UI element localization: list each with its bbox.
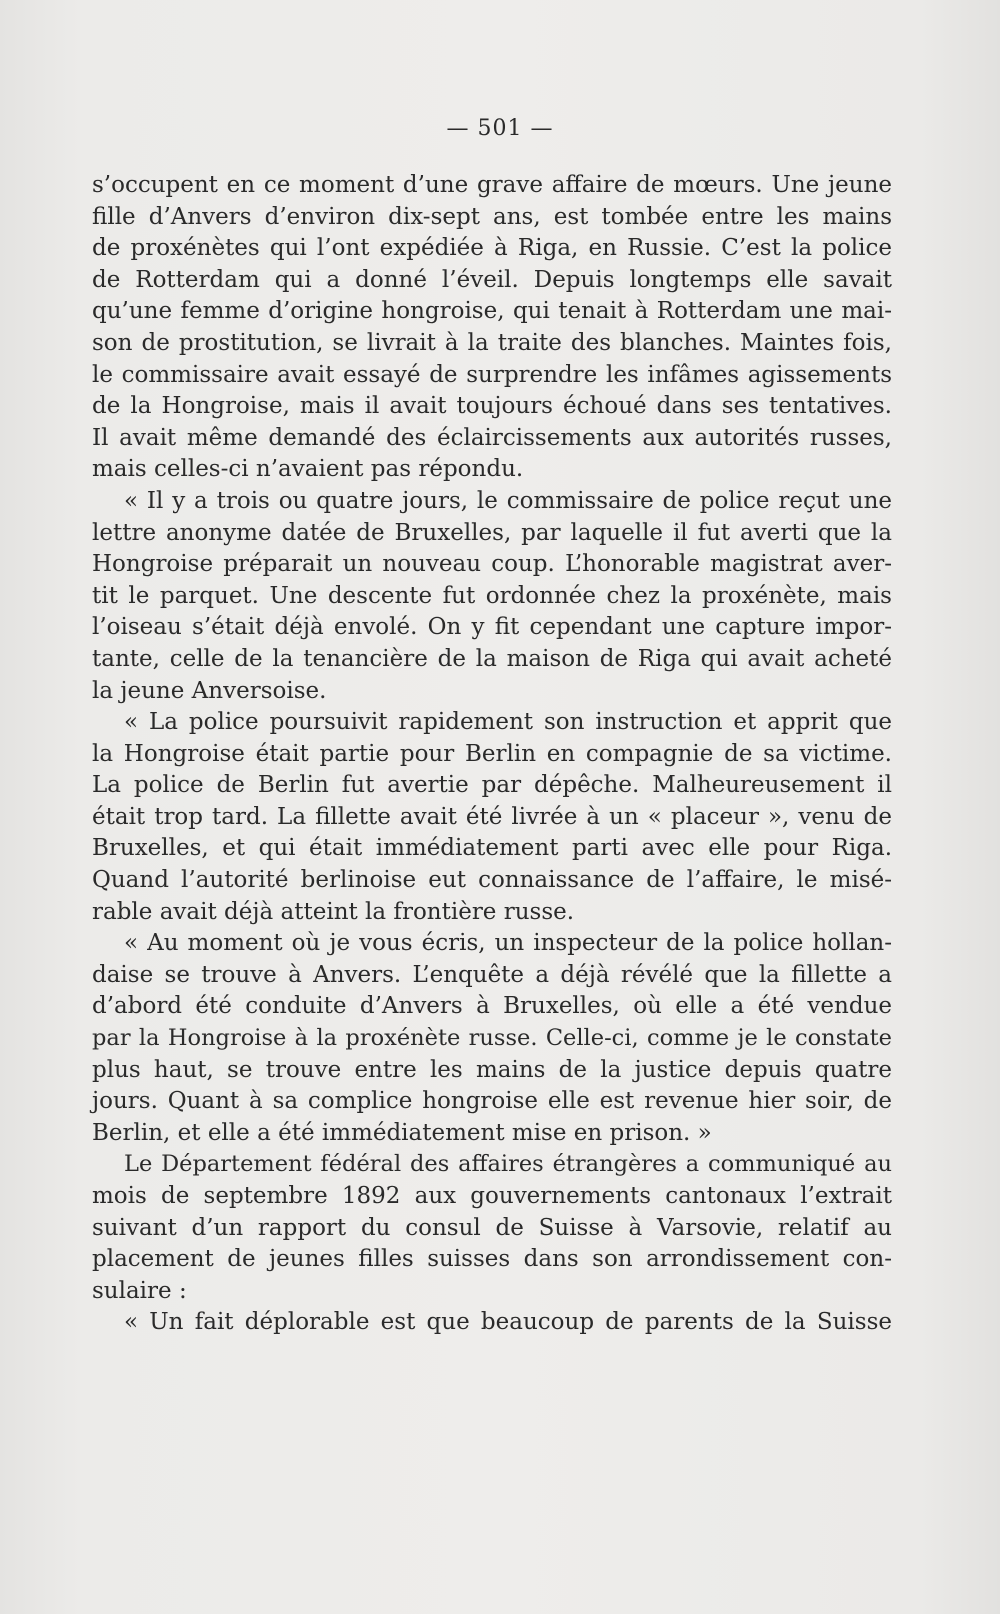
text-line: était trop tard. La fillette avait été livrée à un « placeur », venu de: [92, 803, 892, 830]
text-line: s’occupent en ce moment d’une grave affaire de mœurs. Une jeune: [92, 172, 892, 198]
text-line: mais celles-ci n’avaient pas répondu.: [92, 456, 524, 483]
text-line: le commissaire avait essayé de surprendre les infâmes agissements: [92, 361, 892, 388]
text-line: Quand l’autorité berlinoise eut connaissance de l’affaire, le misé-: [92, 867, 892, 894]
text-line: lettre anonyme datée de Bruxelles, par laquelle il fut averti que la: [92, 519, 892, 546]
text-line: l’oiseau s’était déjà envolé. On y fit cependant une capture impor-: [92, 614, 892, 641]
text-line: « Un fait déplorable est que beaucoup de parents de la Suisse: [124, 1309, 892, 1336]
text-line: La police de Berlin fut avertie par dépêche. Malheureusement il: [92, 772, 892, 799]
text-line: daise se trouve à Anvers. L’enquête a déjà révélé que la fillette a: [92, 961, 892, 988]
body-text: [92, 170, 892, 1339]
text-line: Bruxelles, et qui était immédiatement parti avec elle pour Riga.: [92, 835, 892, 862]
text-line: placement de jeunes filles suisses dans son arrondissement con-: [92, 1246, 892, 1273]
text-line: rable avait déjà atteint la frontière russe.: [92, 898, 575, 925]
text-line: plus haut, se trouve entre les mains de la justice depuis quatre: [92, 1056, 892, 1083]
text-line: qu’une femme d’origine hongroise, qui tenait à Rotterdam une mai-: [92, 298, 892, 325]
text-line: « Au moment où je vous écris, un inspecteur de la police hollan-: [124, 930, 892, 957]
text-line: la Hongroise était partie pour Berlin en compagnie de sa victime.: [92, 740, 892, 767]
text-line: d’abord été conduite d’Anvers à Bruxelles, où elle a été vendue: [92, 993, 892, 1020]
text-line: de proxénètes qui l’ont expédiée à Riga, en Russie. C’est la police: [92, 235, 892, 262]
text-line: Hongroise préparait un nouveau coup. L’honorable magistrat aver-: [92, 551, 892, 578]
text-line: de la Hongroise, mais il avait toujours échoué dans ses tentatives.: [92, 393, 892, 420]
text-line: de Rotterdam qui a donné l’éveil. Depuis longtemps elle savait: [92, 266, 892, 293]
text-line: fille d’Anvers d’environ dix-sept ans, est tombée entre les mains: [92, 203, 892, 230]
text-line: sulaire :: [92, 1277, 187, 1304]
text-line: jours. Quant à sa complice hongroise elle est revenue hier soir, de: [92, 1088, 892, 1115]
text-line: « Il y a trois ou quatre jours, le commissaire de police reçut une: [124, 487, 892, 514]
text-line: Berlin, et elle a été immédiatement mise en prison. »: [92, 1119, 712, 1146]
page-number: — 501 —: [446, 116, 554, 141]
text-line: Il avait même demandé des éclaircissements aux autorités russes,: [92, 424, 892, 451]
text-line: Le Département fédéral des affaires étrangères a communiqué au: [124, 1151, 892, 1178]
text-line: « La police poursuivit rapidement son instruction et apprit que: [124, 709, 892, 736]
text-line: par la Hongroise à la proxénète russe. Celle-ci, comme je le constate: [92, 1025, 892, 1052]
text-line: la jeune Anversoise.: [92, 677, 327, 704]
text-line: tit le parquet. Une descente fut ordonnée chez la proxénète, mais: [92, 582, 892, 609]
text-line: son de prostitution, se livrait à la traite des blanches. Maintes fois,: [92, 329, 892, 356]
text-line: mois de septembre 1892 aux gouvernements cantonaux l’extrait: [92, 1183, 892, 1209]
text-line: suivant d’un rapport du consul de Suisse à Varsovie, relatif au: [92, 1214, 892, 1241]
text-line: tante, celle de la tenancière de la maison de Riga qui avait acheté: [92, 645, 892, 672]
